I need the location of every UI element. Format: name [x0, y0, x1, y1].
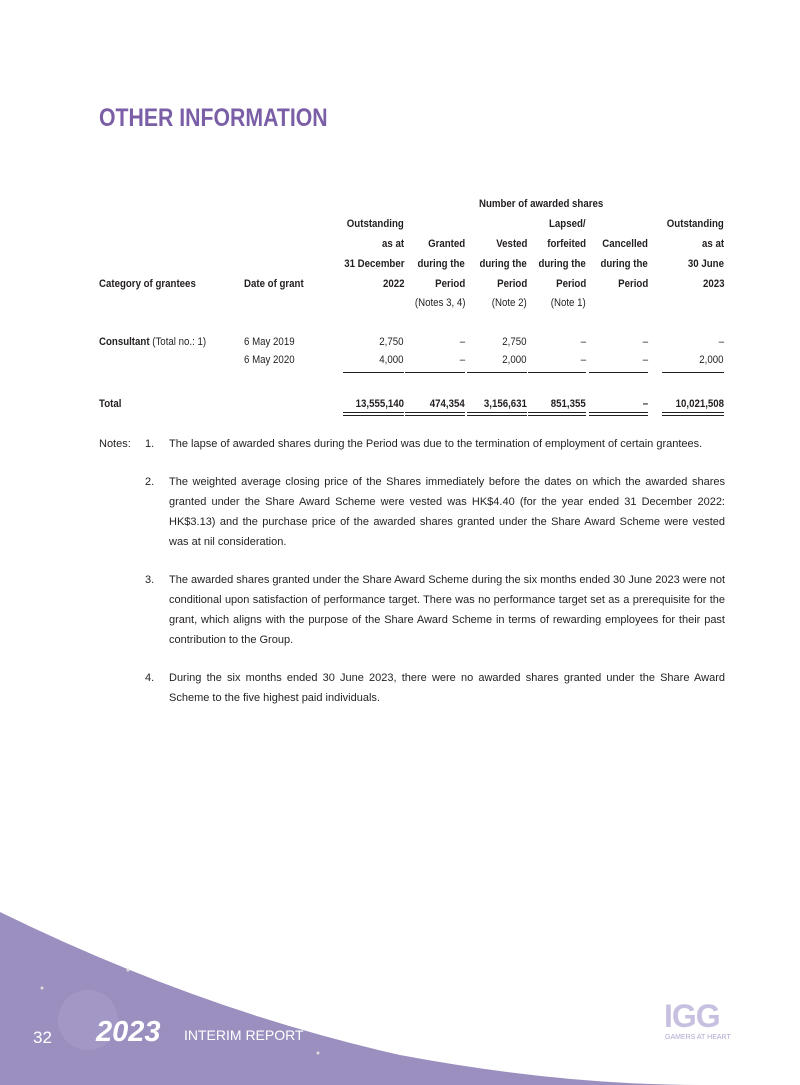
value-cell: 4,000	[379, 354, 404, 366]
category-count: (Total no.: 1)	[149, 336, 207, 348]
underline	[343, 412, 404, 413]
underline	[343, 372, 404, 373]
page-number: 32	[33, 1028, 52, 1047]
column-header: Period	[555, 278, 586, 290]
report-name: INTERIM REPORT	[184, 1027, 304, 1043]
category-cell	[99, 336, 206, 348]
total-cell: 13,555,140	[355, 398, 404, 410]
value-cell: 2,000	[699, 354, 724, 366]
underline	[662, 412, 724, 413]
note-item	[99, 570, 725, 650]
underline	[528, 415, 586, 416]
column-header-category: Category of grantees	[99, 278, 196, 290]
column-header: during the	[538, 258, 586, 270]
total-label: Total	[99, 398, 122, 410]
column-note: (Note 1)	[551, 297, 586, 309]
column-header: Lapsed/	[549, 218, 586, 230]
column-header: as at	[381, 238, 404, 250]
column-header: 2023	[702, 278, 724, 290]
report-year: 2023	[96, 1016, 161, 1048]
column-header: forfeited	[547, 238, 586, 250]
note-text: The weighted average closing price of the Shares immediately before the dates on which the awarded shares granted under the Share Award Scheme were vested was HK$4.40 (for the year ended 31 December 2022: HK$3.13) and the purchase price of the awarded shares granted under the Share Award Scheme were vested was at nil consideration.	[169, 476, 725, 548]
value-cell: –	[642, 336, 648, 348]
page-title: OTHER INFORMATION	[99, 104, 328, 132]
total-cell: 3,156,631	[483, 398, 527, 410]
value-cell: –	[580, 336, 586, 348]
underline	[589, 415, 648, 416]
notes-label: Notes:	[99, 438, 131, 450]
column-header: Outstanding	[666, 218, 724, 230]
footer-band	[0, 880, 800, 1085]
column-header: Cancelled	[602, 238, 648, 250]
underline	[467, 372, 527, 373]
underline	[405, 372, 465, 373]
column-header: Period	[496, 278, 527, 290]
note-number: 4.	[145, 672, 155, 684]
value-cell: –	[459, 336, 465, 348]
underline	[589, 412, 648, 413]
column-header: during the	[600, 258, 648, 270]
group-header: Number of awarded shares	[479, 198, 604, 210]
total-cell: 851,355	[551, 398, 586, 410]
note-number: 3.	[145, 574, 155, 586]
value-cell: –	[642, 354, 648, 366]
value-cell: 2,750	[502, 336, 527, 348]
underline	[405, 412, 465, 413]
value-cell: 2,000	[502, 354, 527, 366]
column-header: Period	[617, 278, 648, 290]
underline	[405, 415, 465, 416]
column-header: as at	[701, 238, 724, 250]
column-header: Outstanding	[346, 218, 404, 230]
note-item	[99, 472, 725, 552]
date-cell: 6 May 2019	[244, 336, 295, 348]
note-number: 2.	[145, 476, 155, 488]
note-text: The awarded shares granted under the Share Award Scheme during the six months ended 30 June 2023 were not conditional upon satisfaction of performance target. There was no performance target set as a prerequisite for the grant, which aligns with the purpose of the Share Award Scheme in terms of rewarding employees for their past contribution to the Group.	[169, 574, 725, 646]
column-header: during the	[479, 258, 527, 270]
column-header: Period	[434, 278, 465, 290]
total-cell: –	[642, 398, 648, 410]
value-cell: –	[718, 336, 724, 348]
note-item	[99, 434, 725, 454]
igg-logo: IGG	[664, 998, 720, 1034]
note-text: During the six months ended 30 June 2023, there were no awarded shares granted under the Share Award Scheme to the five highest paid individuals.	[169, 672, 725, 704]
underline	[467, 412, 527, 413]
category-name: Consultant	[99, 336, 150, 348]
value-cell: –	[459, 354, 465, 366]
column-header: during the	[417, 258, 465, 270]
underline	[528, 372, 586, 373]
logo-tagline: GAMERS AT HEART	[665, 1034, 731, 1041]
column-header: 31 December	[343, 258, 404, 270]
underline	[467, 415, 527, 416]
note-number: 1.	[145, 438, 155, 450]
underline	[528, 412, 586, 413]
total-cell: 10,021,508	[675, 398, 724, 410]
value-cell: 2,750	[379, 336, 404, 348]
total-cell: 474,354	[430, 398, 465, 410]
note-text: The lapse of awarded shares during the Period was due to the termination of employment of certain grantees.	[169, 438, 703, 450]
column-header: Vested	[495, 238, 527, 250]
underline	[589, 372, 648, 373]
column-note: (Notes 3, 4)	[414, 297, 465, 309]
column-note: (Note 2)	[492, 297, 527, 309]
column-header: 2022	[382, 278, 404, 290]
underline	[662, 372, 724, 373]
underline	[343, 415, 404, 416]
value-cell: –	[580, 354, 586, 366]
date-cell: 6 May 2020	[244, 354, 295, 366]
underline	[662, 415, 724, 416]
column-header-date: Date of grant	[244, 278, 304, 290]
column-header: Granted	[427, 238, 465, 250]
notes-section	[99, 434, 725, 726]
note-item	[99, 668, 725, 708]
column-header: 30 June	[687, 258, 724, 270]
